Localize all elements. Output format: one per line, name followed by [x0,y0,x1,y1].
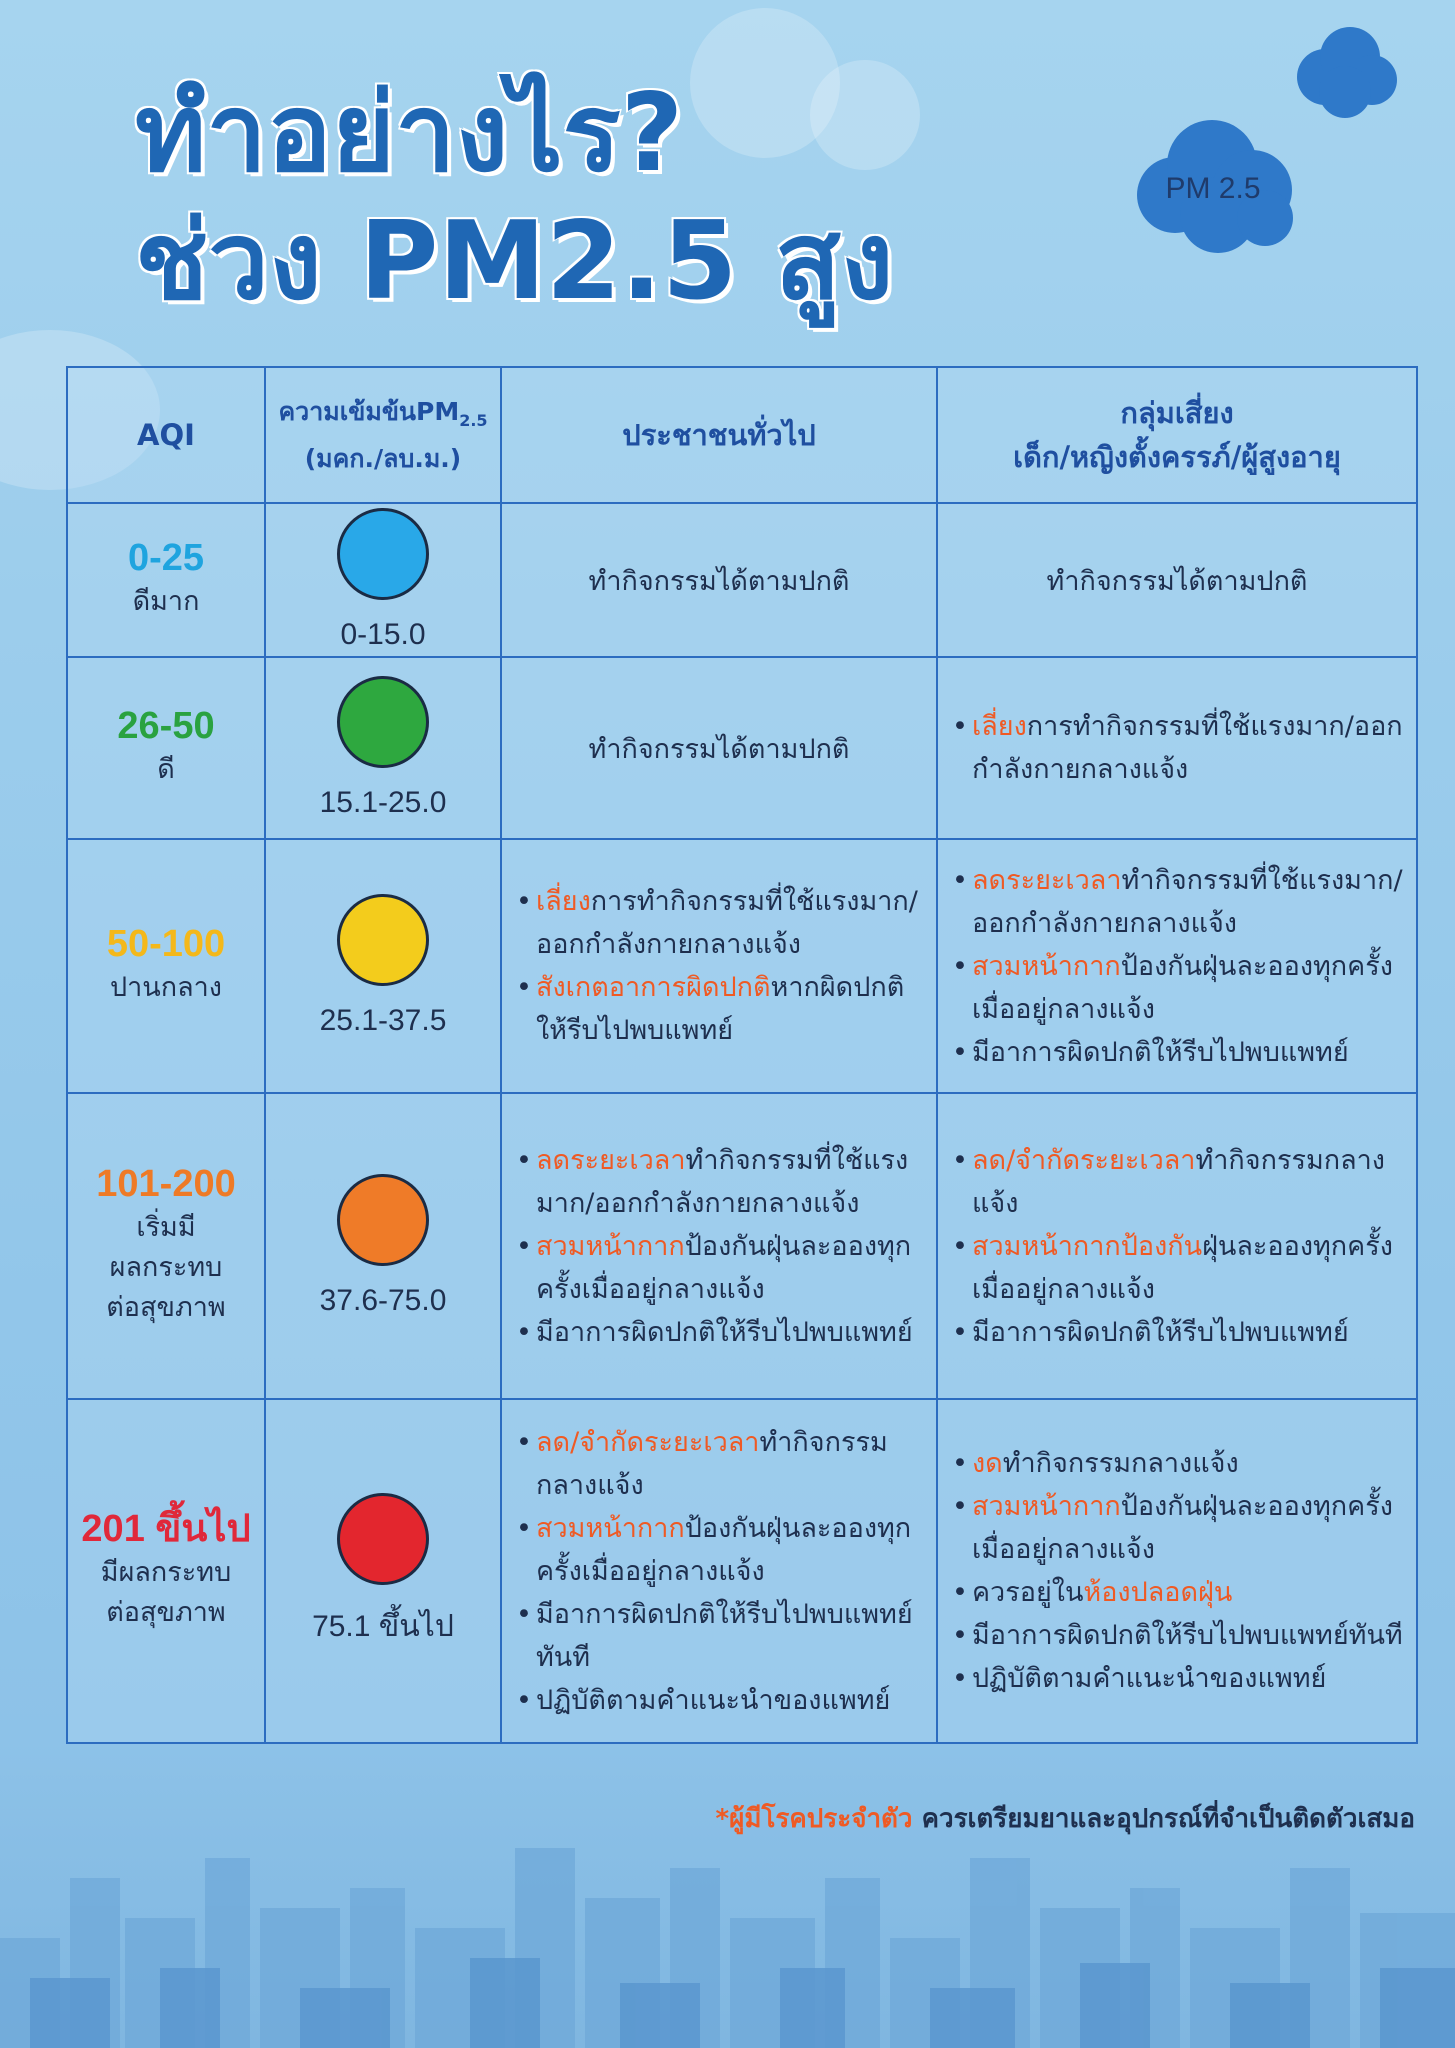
list-item [952,1614,1406,1657]
list-item [952,1139,1406,1225]
list-item [952,1031,1406,1074]
risk-advice-list [952,1442,1406,1700]
aqi-description: มีผลกระทบ [100,1557,232,1588]
advice-text: ทำกิจกรรมกลางแจ้ง [1002,1448,1239,1479]
air-quality-color-dot [337,508,429,600]
advice-highlight: เลี่ยง [972,711,1027,742]
risk-advice-list [952,1139,1406,1354]
aqi-description: ดีมาก [132,586,200,617]
general-public-advice-cell [501,1093,937,1399]
advice-highlight: งด [972,1448,1003,1479]
advice-text: ปฏิบัติตามคำแนะนำของแพทย์ [536,1684,891,1716]
advice-highlight: เลี่ยง [536,886,591,917]
aqi-description: ปานกลาง [110,972,222,1003]
air-quality-color-dot [337,676,429,768]
list-item [952,1485,1406,1571]
advice-text: มีอาการผิดปกติให้รีบไปพบแพทย์ [972,1316,1349,1348]
list-item [516,1421,926,1507]
table-header-row [67,367,1417,503]
header-risk-line-1: กลุ่มเสี่ยง [1120,396,1234,430]
title-line-2: ช่วง PM2.5 สูง [135,199,894,324]
header-concentration-sub: 2.5 [459,410,488,430]
risk-group-advice-cell [937,839,1417,1093]
risk-group-advice-cell [937,1093,1417,1399]
aqi-range: 50-100 [106,923,226,965]
advice-text: การทำกิจกรรมที่ใช้แรงมาก/ออกกำลังกายกลางแจ้ง [972,711,1403,785]
risk-group-advice-cell [937,1399,1417,1743]
concentration-value: 0-15.0 [340,618,426,651]
concentration-cell [265,503,501,657]
list-item [516,966,926,1052]
general-public-advice-cell [501,839,937,1093]
advice-text: ป้องกันฝุ่นละอองทุกครั้งเมื่ออยู่กลางแจ้ง [536,1230,912,1305]
footnote-text: ควรเตรียมยาและอุปกรณ์ที่จำเป็นติดตัวเสมอ [912,1804,1415,1834]
list-item [516,1507,926,1593]
aqi-description: ผลกระทบ [109,1252,223,1283]
air-quality-color-dot [337,894,429,986]
list-item [516,880,926,966]
air-quality-color-dot [337,1174,429,1266]
general-advice-list [516,880,926,1052]
advice-text: ทำกิจกรรมที่ใช้แรงมาก/ออกกำลังกายกลางแจ้ง [972,864,1403,939]
general-public-advice-cell [501,1399,937,1743]
advice-text: ปฏิบัติตามคำแนะนำของแพทย์ [972,1663,1327,1694]
advice-highlight: สวมหน้ากาก [972,950,1121,982]
title-line-1: ทำอย่างไร? [135,71,684,196]
advice-highlight: สวมหน้ากากป้องกัน [972,1230,1203,1262]
list-item [516,1139,926,1225]
advice-highlight: ลด/จำกัดระยะเวลา [972,1144,1196,1176]
table-row [67,1399,1417,1743]
advice-highlight: ลดระยะเวลา [972,864,1122,896]
table-row [67,657,1417,839]
table-row [67,839,1417,1093]
header-concentration [265,367,501,503]
risk-group-advice-cell [937,503,1417,657]
header-aqi: AQI [67,367,265,503]
aqi-cell [67,503,265,657]
advice-highlight: สังเกตอาการผิดปกติ [536,972,771,1003]
general-public-advice-cell [501,503,937,657]
list-item [952,705,1406,791]
aqi-cell [67,1399,265,1743]
aqi-description: ต่อสุขภาพ [106,1597,226,1628]
aqi-range: 201 ขึ้นไป [81,1508,251,1550]
concentration-value: 37.6-75.0 [319,1284,447,1317]
advice-text: มีอาการผิดปกติให้รีบไปพบแพทย์ทันที [972,1620,1403,1651]
advice-highlight: ลดระยะเวลา [536,1144,686,1176]
advice-text: การทำกิจกรรมที่ใช้แรงมาก/ออกกำลังกายกลางแจ้ง [536,886,918,960]
advice-highlight: สวมหน้ากาก [536,1230,685,1262]
table-row [67,503,1417,657]
list-item [516,1593,926,1679]
header-risk-group [937,367,1417,503]
aqi-guide-table [66,366,1418,1744]
advice-text: มีอาการผิดปกติให้รีบไปพบแพทย์ [536,1316,913,1348]
advice-text: มีอาการผิดปกติให้รีบไปพบแพทย์ทันที [536,1598,913,1673]
list-item [516,1311,926,1354]
aqi-range: 0-25 [127,537,205,579]
list-item [952,1571,1406,1614]
aqi-cell [67,839,265,1093]
list-item [952,1225,1406,1311]
advice-text: ทำกิจกรรมกลางแจ้ง [972,1144,1385,1219]
advice-highlight: สวมหน้ากาก [972,1491,1121,1522]
pm-badge-label: PM 2.5 [1165,172,1261,205]
concentration-cell [265,1399,501,1743]
concentration-cell [265,657,501,839]
header-risk-line-2: เด็ก/หญิงตั้งครรภ์/ผู้สูงอายุ [1013,440,1341,474]
advice-text: หากผิดปกติให้รีบไปพบแพทย์ [536,972,905,1046]
aqi-description: ดี [157,754,175,785]
advice-text: ฝุ่นละอองทุกครั้งเมื่ออยู่กลางแจ้ง [972,1230,1393,1305]
list-item [952,1311,1406,1354]
list-item [952,945,1406,1031]
advice-text: ควรอยู่ใน [972,1577,1084,1608]
general-advice-list [516,1421,926,1722]
aqi-description: เริ่มมี [136,1212,196,1243]
advice-text: ทำกิจกรรมกลางแจ้ง [536,1426,888,1501]
advice-text: ทำกิจกรรมที่ใช้แรงมาก/ออกกำลังกายกลางแจ้ง [536,1144,909,1219]
aqi-description: ต่อสุขภาพ [106,1292,226,1323]
aqi-cell [67,1093,265,1399]
advice-highlight: ห้องปลอดฝุ่น [1083,1577,1233,1608]
general-advice-list [516,1139,926,1354]
risk-advice-list [952,859,1406,1074]
advice-text: ทำกิจกรรมได้ตามปกติ [1046,565,1308,597]
advice-text: ป้องกันฝุ่นละอองทุกครั้งเมื่ออยู่กลางแจ้ง [536,1512,912,1587]
advice-text: ทำกิจกรรมได้ตามปกติ [588,733,850,765]
concentration-cell [265,1093,501,1399]
advice-text: ป้องกันฝุ่นละอองทุกครั้งเมื่ออยู่กลางแจ้ง [972,1491,1393,1565]
header-general-public: ประชาชนทั่วไป [501,367,937,503]
header-concentration-unit: (มคก./ลบ.ม.) [304,443,462,473]
advice-text: มีอาการผิดปกติให้รีบไปพบแพทย์ [972,1036,1349,1068]
list-item [516,1679,926,1722]
risk-advice-list [952,705,1406,791]
list-item [952,1442,1406,1485]
air-quality-color-dot [337,1493,429,1585]
concentration-value: 15.1-25.0 [319,786,447,819]
advice-text: ทำกิจกรรมได้ตามปกติ [588,565,850,597]
list-item [952,859,1406,945]
general-public-advice-cell [501,657,937,839]
list-item [516,1225,926,1311]
page-title [135,70,893,326]
risk-group-advice-cell [937,657,1417,839]
concentration-value: 25.1-37.5 [319,1004,447,1037]
table-row [67,1093,1417,1399]
concentration-value: 75.1 ขึ้นไป [312,1609,454,1643]
city-skyline-illustration [0,1818,1455,2048]
advice-text: ป้องกันฝุ่นละอองทุกครั้งเมื่ออยู่กลางแจ้ง [972,950,1393,1025]
aqi-range: 26-50 [117,705,215,747]
header-concentration-main: ความเข้มข้นPM [278,396,460,426]
aqi-cell [67,657,265,839]
advice-highlight: สวมหน้ากาก [536,1512,685,1544]
list-item [952,1657,1406,1700]
aqi-range: 101-200 [96,1163,236,1205]
small-cloud-icon [1290,22,1400,122]
advice-highlight: ลด/จำกัดระยะเวลา [536,1426,760,1458]
concentration-cell [265,839,501,1093]
footnote-highlight: *ผู้มีโรคประจำตัว [715,1804,913,1834]
